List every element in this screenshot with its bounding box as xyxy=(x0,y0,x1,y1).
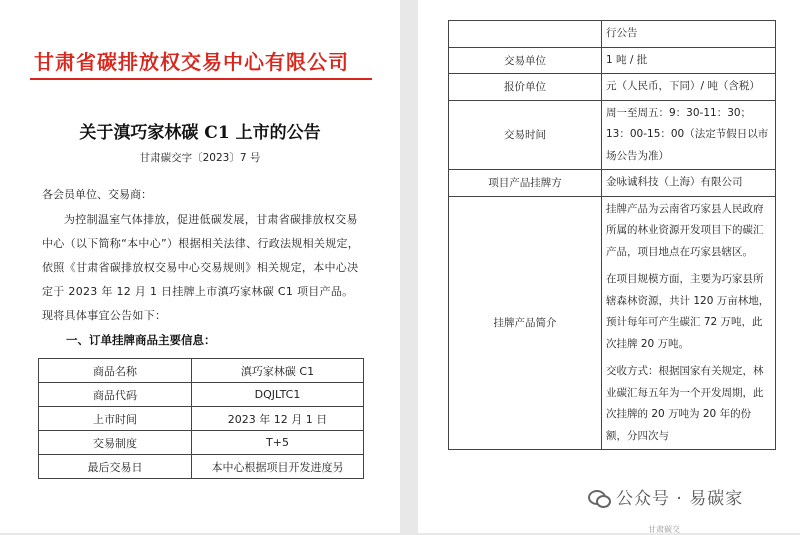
table-label: 交易时间 xyxy=(449,100,602,170)
table-row xyxy=(39,455,364,479)
table-row xyxy=(449,21,776,48)
table-value: 周一至周五：9：30-11：30；13：00-15：00（法定节假日以市场公告为准） xyxy=(602,100,776,170)
right-document-page xyxy=(418,0,800,533)
watermark-text: 公众号 · 易碳家 xyxy=(616,489,744,509)
wechat-icon xyxy=(588,488,610,506)
section-heading: 一、订单挂牌商品主要信息： xyxy=(66,333,216,347)
table-value: 元（人民币，下同）/ 吨（含税） xyxy=(602,74,776,101)
table-label: 商品名称 xyxy=(39,359,192,383)
table-value: 行公告 xyxy=(602,21,776,48)
left-document-page xyxy=(0,0,400,533)
table-label: 商品代码 xyxy=(39,383,192,407)
table-label: 交易制度 xyxy=(39,431,192,455)
watermark xyxy=(588,484,743,509)
table-row xyxy=(39,383,364,407)
intro-paragraph: 为控制温室气体排放，促进低碳发展，甘肃省碳排放权交易中心（以下简称“本中心”）根据相关法律、行政法规相关规定，依照《甘肃省碳排放权交易中心交易规则》相关规定，本中心决定于 2023 年 12 月 1 日挂牌上市滇巧家林碳 C1 项目产品。现将具体事宜公告如下： xyxy=(42,213,360,322)
table-value: T+5 xyxy=(192,431,364,455)
table-row xyxy=(39,407,364,431)
product-intro-cell xyxy=(602,196,776,450)
table-value: 本中心根据项目开发进度另 xyxy=(192,455,364,479)
company-header: 甘肃省碳排放权交易中心有限公司 xyxy=(34,50,349,74)
table-row xyxy=(449,100,776,170)
table-label: 上市时间 xyxy=(39,407,192,431)
table-label: 报价单位 xyxy=(449,74,602,101)
table-row xyxy=(449,47,776,74)
table-label: 挂牌产品简介 xyxy=(449,196,602,450)
table-row xyxy=(39,359,364,383)
table-row xyxy=(449,74,776,101)
table-label: 最后交易日 xyxy=(39,455,192,479)
header-divider xyxy=(30,78,372,80)
document-number: 甘肃碳交字〔2023〕7 号 xyxy=(139,152,261,164)
table-value: 滇巧家林碳 C1 xyxy=(192,359,364,383)
table-value: 1 吨 / 批 xyxy=(602,47,776,74)
intro-paragraph-3: 交收方式：根据国家有关规定，林业碳汇每五年为一个开发周期，此次挂牌的 20 万吨为 20 年的份额，分四次与 xyxy=(606,365,764,442)
table-row xyxy=(449,170,776,197)
announcement-title: 关于滇巧家林碳 C1 上市的公告 xyxy=(79,123,321,143)
table-value: 金咏诚科技（上海）有限公司 xyxy=(602,170,776,197)
table-value: DQJLTC1 xyxy=(192,383,364,407)
bottom-partial-text: 甘肃碳交 xyxy=(648,525,680,534)
table-row xyxy=(39,431,364,455)
greeting: 各会员单位、交易商： xyxy=(42,188,152,201)
intro-paragraph-2: 在项目规模方面，主要为巧家县所辖森林资源，共计 120 万亩林地，预计每年可产生碳汇 72 万吨，此次挂牌 20 万吨。 xyxy=(606,273,770,350)
table-label xyxy=(449,21,602,48)
trading-details-table xyxy=(448,20,776,450)
intro-paragraph-1: 挂牌产品为云南省巧家县人民政府所属的林业资源开发项目下的碳汇产品，项目地点在巧家县辖区。 xyxy=(606,202,764,258)
table-label: 项目产品挂牌方 xyxy=(449,170,602,197)
product-info-table xyxy=(38,358,364,479)
table-row xyxy=(449,196,776,450)
table-label: 交易单位 xyxy=(449,47,602,74)
table-value: 2023 年 12 月 1 日 xyxy=(192,407,364,431)
